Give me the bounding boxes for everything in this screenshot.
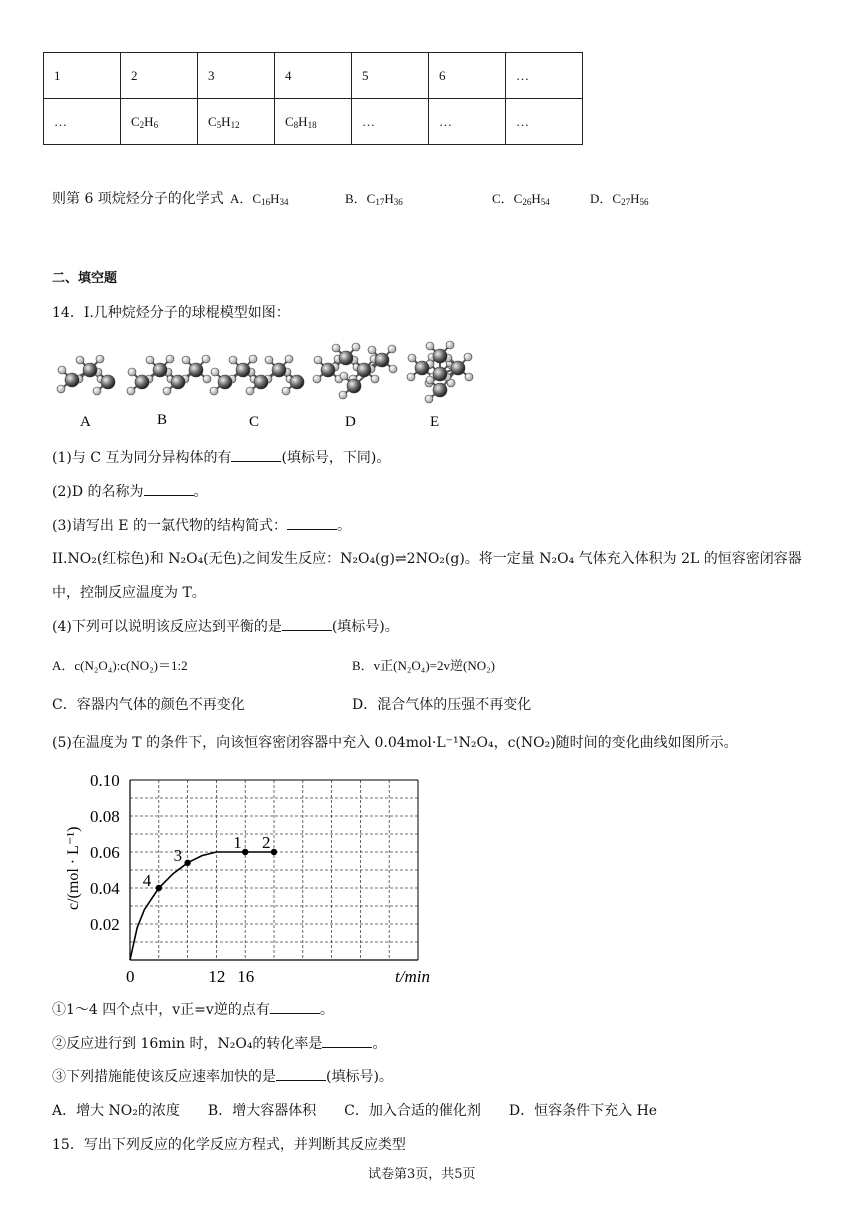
hydrogen-atom xyxy=(76,356,84,364)
q13-option: B．$C_{17}H_{36}$ xyxy=(345,191,403,207)
hydrogen-atom xyxy=(229,356,237,364)
y-tick-label: 0.06 xyxy=(90,843,120,862)
y-tick-label: 0.10 xyxy=(90,771,120,790)
hydrogen-atom xyxy=(127,387,135,395)
table-row xyxy=(44,99,583,145)
carbon-atom xyxy=(65,373,79,387)
q14-option-d: D．混合气体的压强不再变化 xyxy=(352,697,532,713)
model-label-d: D xyxy=(345,414,356,430)
carbon-atom xyxy=(321,363,335,377)
data-point xyxy=(242,849,248,855)
hydrogen-atom xyxy=(314,356,322,364)
table-cell: 3 xyxy=(198,53,275,99)
y-tick-label: 0.02 xyxy=(90,915,120,934)
data-point xyxy=(271,849,277,855)
carbon-atom xyxy=(347,379,361,393)
q13-options xyxy=(52,188,649,208)
answer-blank[interactable] xyxy=(231,449,281,462)
x-tick-label: 0 xyxy=(126,967,135,986)
q14-option-a: A．c(N₂O₄):c(NO₂)＝1:2 xyxy=(52,658,188,673)
q14-sub1: ①1～4 四个点中，v正=v逆的点有 。 xyxy=(52,1002,334,1018)
answer-blank[interactable] xyxy=(276,1068,326,1081)
answer-blank[interactable] xyxy=(270,1001,320,1014)
hydrogen-atom xyxy=(352,343,360,351)
model-label-c: C xyxy=(249,414,260,430)
data-point xyxy=(156,885,162,891)
q14-part3: (3)请写出 E 的一氯代物的结构简式： 。 xyxy=(52,518,351,534)
q14-sub3-options: A．增大 NO₂的浓度 B．增大容器体积 C．加入合适的催化剂 D．恒容条件下充入 He xyxy=(52,1103,658,1119)
hydrogen-atom xyxy=(265,356,273,364)
hydrogen-atom xyxy=(282,387,290,395)
carbon-atom xyxy=(339,351,353,365)
y-axis-label: c/(mol · L⁻¹) xyxy=(65,826,82,910)
hydrogen-atom xyxy=(211,368,219,376)
hydrogen-atom xyxy=(166,355,174,363)
q14-part2: (2)D 的名称为 。 xyxy=(52,484,208,500)
hydrogen-atom xyxy=(96,355,104,363)
q14-sub3: ③下列措施能使该反应速率加快的是 (填标号)。 xyxy=(52,1069,393,1085)
hydrogen-atom xyxy=(371,375,379,383)
carbon-atom xyxy=(357,363,371,377)
answer-blank[interactable] xyxy=(287,517,337,530)
carbon-atom xyxy=(189,363,203,377)
section-heading: 二、填空题 xyxy=(52,271,118,286)
carbon-atom xyxy=(101,375,115,389)
data-point xyxy=(184,860,190,866)
hydrogen-atom xyxy=(388,345,396,353)
carbon-atom xyxy=(433,383,447,397)
data-point-label: 1 xyxy=(233,833,242,852)
carbon-atom xyxy=(218,375,232,389)
carbon-atom xyxy=(415,361,429,375)
carbon-atom xyxy=(451,361,465,375)
table-cell: … xyxy=(429,99,506,145)
hydrogen-atom xyxy=(313,375,321,383)
hydrogen-atom xyxy=(285,355,293,363)
model-label-a: A xyxy=(80,414,91,430)
hydrogen-atom xyxy=(128,368,136,376)
hydrogen-atom xyxy=(57,385,65,393)
y-tick-label: 0.08 xyxy=(90,807,120,826)
q13-prefix: 则第 6 项烷烃分子的化学式 xyxy=(52,191,224,207)
model-label-e: E xyxy=(430,414,440,430)
table-cell: 4 xyxy=(275,53,352,99)
q13-option: C．$C_{26}H_{54}$ xyxy=(492,191,550,207)
sequence-table xyxy=(43,52,583,145)
carbon-atom xyxy=(433,349,447,363)
q14-option-b: B．v正(N₂O₄)=2v逆(NO₂) xyxy=(352,658,495,673)
q14-part2-line1: II.NO₂(红棕色)和 N₂O₄(无色)之间发生反应：N₂O₄(g)⇌2NO₂(g)。将一定量 N₂O₄ 气体充入体积为 2L 的恒容密闭容器 xyxy=(52,551,802,567)
carbon-atom xyxy=(272,363,286,377)
table-cell: $C_8H_{18}$ xyxy=(275,99,352,145)
hydrogen-atom xyxy=(249,355,257,363)
answer-blank[interactable] xyxy=(322,1035,372,1048)
x-tick-label: 12 xyxy=(208,967,226,986)
carbon-atom xyxy=(433,367,447,381)
hydrogen-atom xyxy=(425,395,433,403)
hydrogen-atom xyxy=(93,387,101,395)
hydrogen-atom xyxy=(426,376,434,384)
hydrogen-atom xyxy=(426,342,434,350)
hydrogen-atom xyxy=(146,356,154,364)
hydrogen-atom xyxy=(332,344,340,352)
q14-part5: (5)在温度为 T 的条件下，向该恒容密闭容器中充入 0.04mol·L⁻¹N₂O₄，c(NO₂)随时间的变化曲线如图所示。 xyxy=(52,735,738,751)
carbon-atom xyxy=(290,375,304,389)
hydrogen-atom xyxy=(163,387,171,395)
data-point-label: 2 xyxy=(262,833,271,852)
q14-intro: 14．I.几种烷烃分子的球棍模型如图： xyxy=(52,305,290,321)
carbon-atom xyxy=(236,363,250,377)
hydrogen-atom xyxy=(182,356,190,364)
carbon-atom xyxy=(254,375,268,389)
table-cell: … xyxy=(352,99,429,145)
q13-option: D．$C_{27}H_{56}$ xyxy=(590,191,649,207)
model-label-b: B xyxy=(157,412,168,428)
table-cell: 2 xyxy=(121,53,198,99)
hydrogen-atom xyxy=(203,375,211,383)
table-row xyxy=(44,53,583,99)
q14-option-c: C．容器内气体的颜色不再变化 xyxy=(52,697,245,713)
hydrogen-atom xyxy=(58,366,66,374)
q15-stem: 15．写出下列反应的化学反应方程式，并判断其反应类型 xyxy=(52,1137,406,1153)
data-point-label: 4 xyxy=(142,871,152,890)
q14-part1: (1)与 C 互为同分异构体的有 (填标号，下同)。 xyxy=(52,450,391,466)
table-cell: … xyxy=(506,53,583,99)
ball-stick-models xyxy=(50,340,480,432)
table-cell: 5 xyxy=(352,53,429,99)
carbon-atom xyxy=(135,375,149,389)
table-cell: $C_2H_6$ xyxy=(121,99,198,145)
hydrogen-atom xyxy=(340,372,348,380)
x-tick-label: 16 xyxy=(237,967,255,986)
q13-option: A．$C_{16}H_{34}$ xyxy=(230,191,289,207)
x-axis-label: t/min xyxy=(395,967,430,986)
table-cell: … xyxy=(44,99,121,145)
q14-part4: (4)下列可以说明该反应达到平衡的是 (填标号)。 xyxy=(52,619,399,635)
hydrogen-atom xyxy=(408,354,416,362)
table-cell: 6 xyxy=(429,53,506,99)
concentration-chart xyxy=(58,764,438,990)
hydrogen-atom xyxy=(246,387,254,395)
q14-part2-line2: 中，控制反应温度为 T。 xyxy=(52,585,206,601)
hydrogen-atom xyxy=(389,365,397,373)
carbon-atom xyxy=(153,363,167,377)
answer-blank[interactable] xyxy=(144,483,194,496)
hydrogen-atom xyxy=(339,391,347,399)
table-cell: … xyxy=(506,99,583,145)
hydrogen-atom xyxy=(446,341,454,349)
page-footer: 试卷第3页，共5页 xyxy=(368,1167,476,1182)
carbon-atom xyxy=(375,353,389,367)
y-tick-label: 0.04 xyxy=(90,879,120,898)
hydrogen-atom xyxy=(210,387,218,395)
answer-blank[interactable] xyxy=(282,618,332,631)
data-point-label: 3 xyxy=(173,845,183,865)
table-cell: 1 xyxy=(44,53,121,99)
q14-sub2: ②反应进行到 16min 时，N₂O₄的转化率是 。 xyxy=(52,1036,387,1052)
hydrogen-atom xyxy=(202,355,210,363)
hydrogen-atom xyxy=(464,353,472,361)
hydrogen-atom xyxy=(407,373,415,381)
hydrogen-atom xyxy=(465,373,473,381)
table-cell: $C_5H_{12}$ xyxy=(198,99,275,145)
hydrogen-atom xyxy=(368,346,376,354)
carbon-atom xyxy=(83,363,97,377)
carbon-atom xyxy=(171,375,185,389)
